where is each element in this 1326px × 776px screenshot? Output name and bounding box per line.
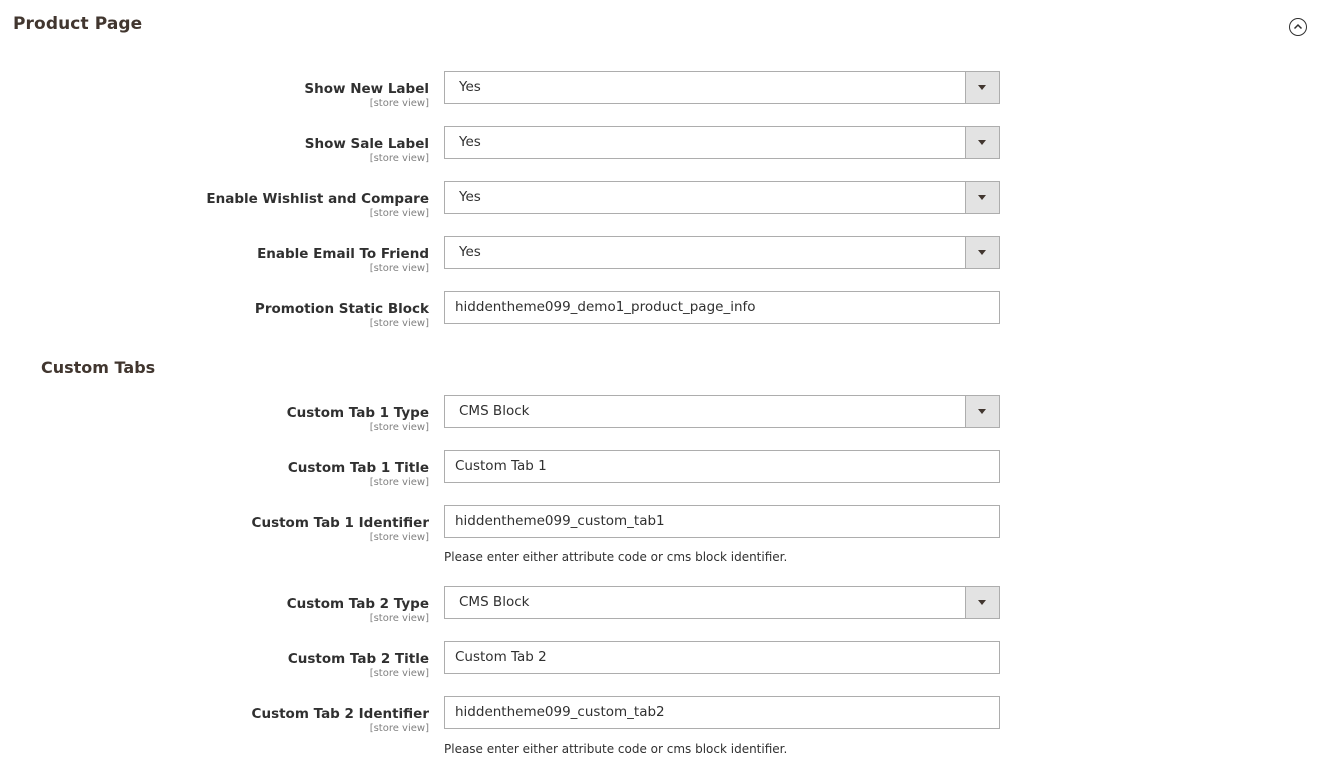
custom-tab-2-identifier-input[interactable] bbox=[444, 696, 1000, 729]
field-scope: [store view] bbox=[369, 532, 429, 543]
field-label-text: Custom Tab 1 Identifier bbox=[251, 515, 429, 531]
field-row-show-sale-label bbox=[0, 135, 1326, 169]
custom-tab-1-type-select[interactable] bbox=[444, 395, 1000, 428]
field-scope: [store view] bbox=[369, 613, 429, 624]
field-scope: [store view] bbox=[369, 723, 429, 734]
caret-down-icon bbox=[978, 600, 986, 605]
field-row-custom-tab-1-title bbox=[0, 459, 1326, 493]
caret-down-icon bbox=[978, 409, 986, 414]
field-label bbox=[252, 705, 429, 735]
collapse-section-button[interactable] bbox=[1289, 18, 1307, 36]
field-row-custom-tab-2-identifier bbox=[0, 705, 1326, 739]
field-label-text: Custom Tab 1 Type bbox=[286, 405, 429, 421]
field-note: Please enter either attribute code or cms block identifier. bbox=[444, 550, 788, 564]
field-label-text: Enable Wishlist and Compare bbox=[206, 191, 429, 207]
field-label-text: Enable Email To Friend bbox=[257, 246, 429, 262]
selected-value: CMS Block bbox=[459, 594, 530, 610]
field-label bbox=[255, 300, 429, 330]
field-row-custom-tab-2-type bbox=[0, 595, 1326, 629]
dropdown-toggle[interactable] bbox=[965, 396, 999, 427]
field-label bbox=[257, 245, 429, 275]
field-label-text: Show New Label bbox=[304, 81, 429, 97]
dropdown-toggle[interactable] bbox=[965, 237, 999, 268]
field-scope: [store view] bbox=[369, 318, 429, 329]
input-value: hiddentheme099_demo1_product_page_info bbox=[455, 299, 756, 315]
field-row-enable-email-to-friend bbox=[0, 245, 1326, 279]
field-row-enable-wishlist-compare bbox=[0, 190, 1326, 224]
promotion-static-block-input[interactable] bbox=[444, 291, 1000, 324]
field-label-text: Promotion Static Block bbox=[254, 301, 429, 317]
field-label bbox=[304, 80, 429, 110]
dropdown-toggle[interactable] bbox=[965, 72, 999, 103]
field-label-text: Custom Tab 2 Title bbox=[287, 651, 429, 667]
input-value: Custom Tab 1 bbox=[455, 458, 547, 474]
field-label bbox=[288, 650, 429, 680]
enable-email-to-friend-select[interactable] bbox=[444, 236, 1000, 269]
chevron-up-icon bbox=[1293, 22, 1303, 32]
dropdown-toggle[interactable] bbox=[965, 127, 999, 158]
custom-tabs-title: Custom Tabs bbox=[41, 358, 156, 377]
field-label bbox=[305, 135, 429, 165]
field-label bbox=[252, 514, 429, 544]
dropdown-toggle[interactable] bbox=[965, 182, 999, 213]
selected-value: Yes bbox=[459, 79, 481, 95]
field-scope: [store view] bbox=[369, 668, 429, 679]
selected-value: Yes bbox=[459, 189, 481, 205]
dropdown-toggle[interactable] bbox=[965, 587, 999, 618]
input-value: Custom Tab 2 bbox=[455, 649, 547, 665]
section-title[interactable]: Product Page bbox=[13, 14, 143, 34]
field-row-custom-tab-2-title bbox=[0, 650, 1326, 684]
field-label-text: Custom Tab 2 Type bbox=[286, 596, 429, 612]
selected-value: Yes bbox=[459, 244, 481, 260]
field-row-custom-tab-1-identifier bbox=[0, 514, 1326, 548]
field-scope: [store view] bbox=[369, 208, 429, 219]
input-value: hiddentheme099_custom_tab1 bbox=[455, 513, 665, 529]
field-label bbox=[287, 595, 429, 625]
show-new-label-select[interactable] bbox=[444, 71, 1000, 104]
input-value: hiddentheme099_custom_tab2 bbox=[455, 704, 665, 720]
caret-down-icon bbox=[978, 195, 986, 200]
field-row-promotion-static-block bbox=[0, 300, 1326, 334]
caret-down-icon bbox=[978, 250, 986, 255]
field-label-text: Custom Tab 1 Title bbox=[287, 460, 429, 476]
field-label-text: Custom Tab 2 Identifier bbox=[251, 706, 429, 722]
field-label bbox=[287, 404, 429, 434]
field-label bbox=[206, 190, 429, 220]
field-row-show-new-label bbox=[0, 80, 1326, 114]
custom-tab-1-identifier-input[interactable] bbox=[444, 505, 1000, 538]
field-scope: [store view] bbox=[369, 422, 429, 433]
field-scope: [store view] bbox=[369, 153, 429, 164]
field-note: Please enter either attribute code or cms block identifier. bbox=[444, 742, 788, 756]
custom-tab-2-title-input[interactable] bbox=[444, 641, 1000, 674]
caret-down-icon bbox=[978, 140, 986, 145]
custom-tab-2-type-select[interactable] bbox=[444, 586, 1000, 619]
field-scope: [store view] bbox=[369, 477, 429, 488]
field-row-custom-tab-1-type bbox=[0, 404, 1326, 438]
caret-down-icon bbox=[978, 85, 986, 90]
selected-value: Yes bbox=[459, 134, 481, 150]
selected-value: CMS Block bbox=[459, 403, 530, 419]
field-scope: [store view] bbox=[369, 98, 429, 109]
enable-wishlist-compare-select[interactable] bbox=[444, 181, 1000, 214]
field-label bbox=[288, 459, 429, 489]
field-label-text: Show Sale Label bbox=[304, 136, 429, 152]
show-sale-label-select[interactable] bbox=[444, 126, 1000, 159]
custom-tab-1-title-input[interactable] bbox=[444, 450, 1000, 483]
field-scope: [store view] bbox=[369, 263, 429, 274]
